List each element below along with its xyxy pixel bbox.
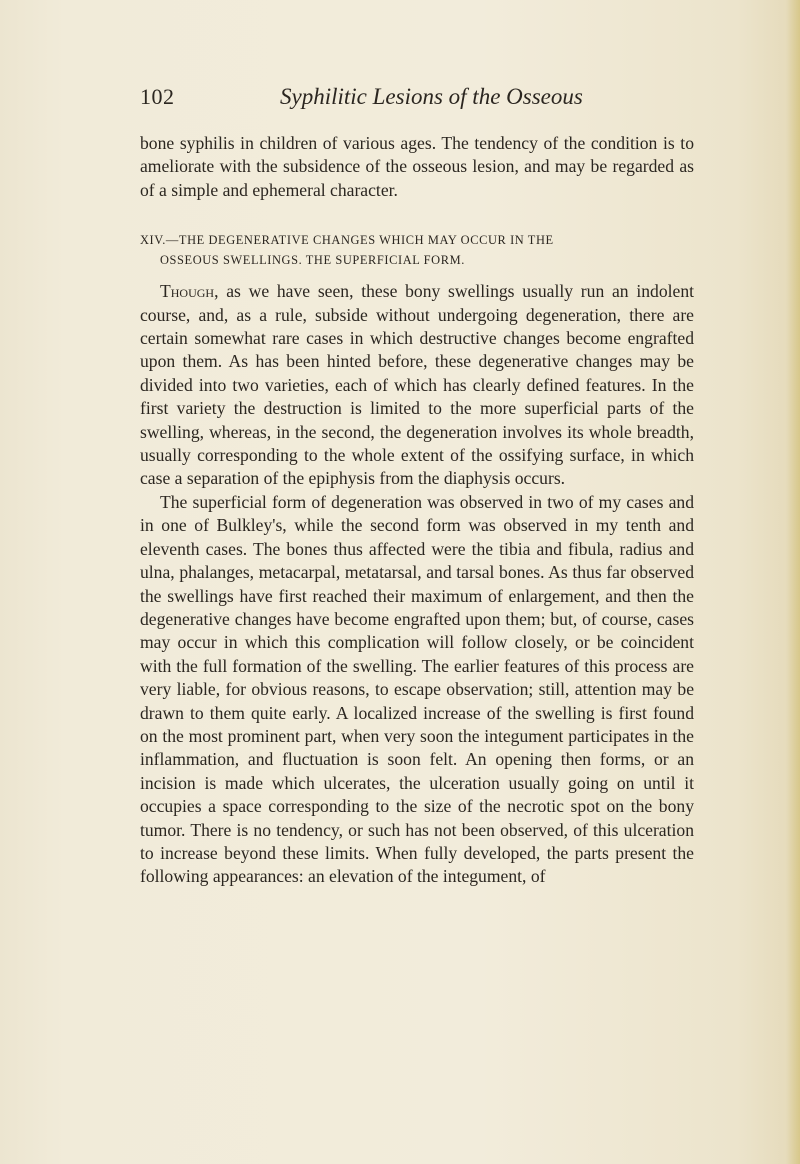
paragraph-though-text: as we have seen, these bony swellings usually run an indolent course, and, as a rule, subside without undergoing degeneration, there are certain somewhat rare cases in which destructive changes become engrafted upon them. As has been hinted before, these degenerative changes may be divided into two varieties, each of which has clearly defined features. In the first variety the destruction is limited to the more superficial parts of the swelling, whereas, in the second, the degeneration involves its whole breadth, usually corresponding to the whole extent of the ossifying surface, in which case a separation of the epiphysis from the diaphysis occurs. [140,281,695,489]
page-header [140,84,680,114]
running-title: Syphilitic Lesions of the Osseous [280,84,583,109]
page-edge-stain [786,0,800,1164]
paragraph-superficial-form: The superficial form of degeneration was observed in two of my cases and in one of Bulkley's, while the second form was observed in my tenth and eleventh cases. The bones thus affected were the tibia and fibula, radius and ulna, phalanges, metacarpal, metatarsal, and tarsal bones. As thus far observed the swellings have first reached their maximum of enlargement, and then the degenerative changes have become engrafted upon them; but, of course, cases may occur in which this complication will follow closely, or be coincident with the full formation of the swelling. The earlier features of this process are very liable, for obvious reasons, to escape observation; still, attention may be drawn to them quite early. A localized increase of the swelling is first found on the most prominent part, when very soon the integument participates in the inflammation, and fluctuation is soon felt. An opening then forms, or an incision is made which ulcerates, the ulceration usually going on until it occupies a space corresponding to the size of the necrotic spot on the bony tumor. There is no tendency, or such has not been observed, of this ulceration to increase beyond these limits. When fully developed, the parts present the following appearances: an elevation of the integument, of [140,491,694,887]
paragraph-lead-word: Though, [160,281,219,302]
page-number: 102 [140,84,175,109]
paragraph-continuation: bone syphilis in children of various ages. The tendency of the condition is to ameliorate with the subsidence of the osseous lesion, and may be regarded as of a simple and ephemeral character. [140,133,694,200]
section-heading-line-2: OSSEOUS SWELLINGS. THE SUPERFICIAL FORM. [160,253,465,268]
section-heading [140,230,694,270]
section-heading-line-1: XIV.—THE DEGENERATIVE CHANGES WHICH MAY OCCUR IN THE [140,233,554,248]
body-text [140,132,694,889]
paragraph-though [140,280,694,491]
